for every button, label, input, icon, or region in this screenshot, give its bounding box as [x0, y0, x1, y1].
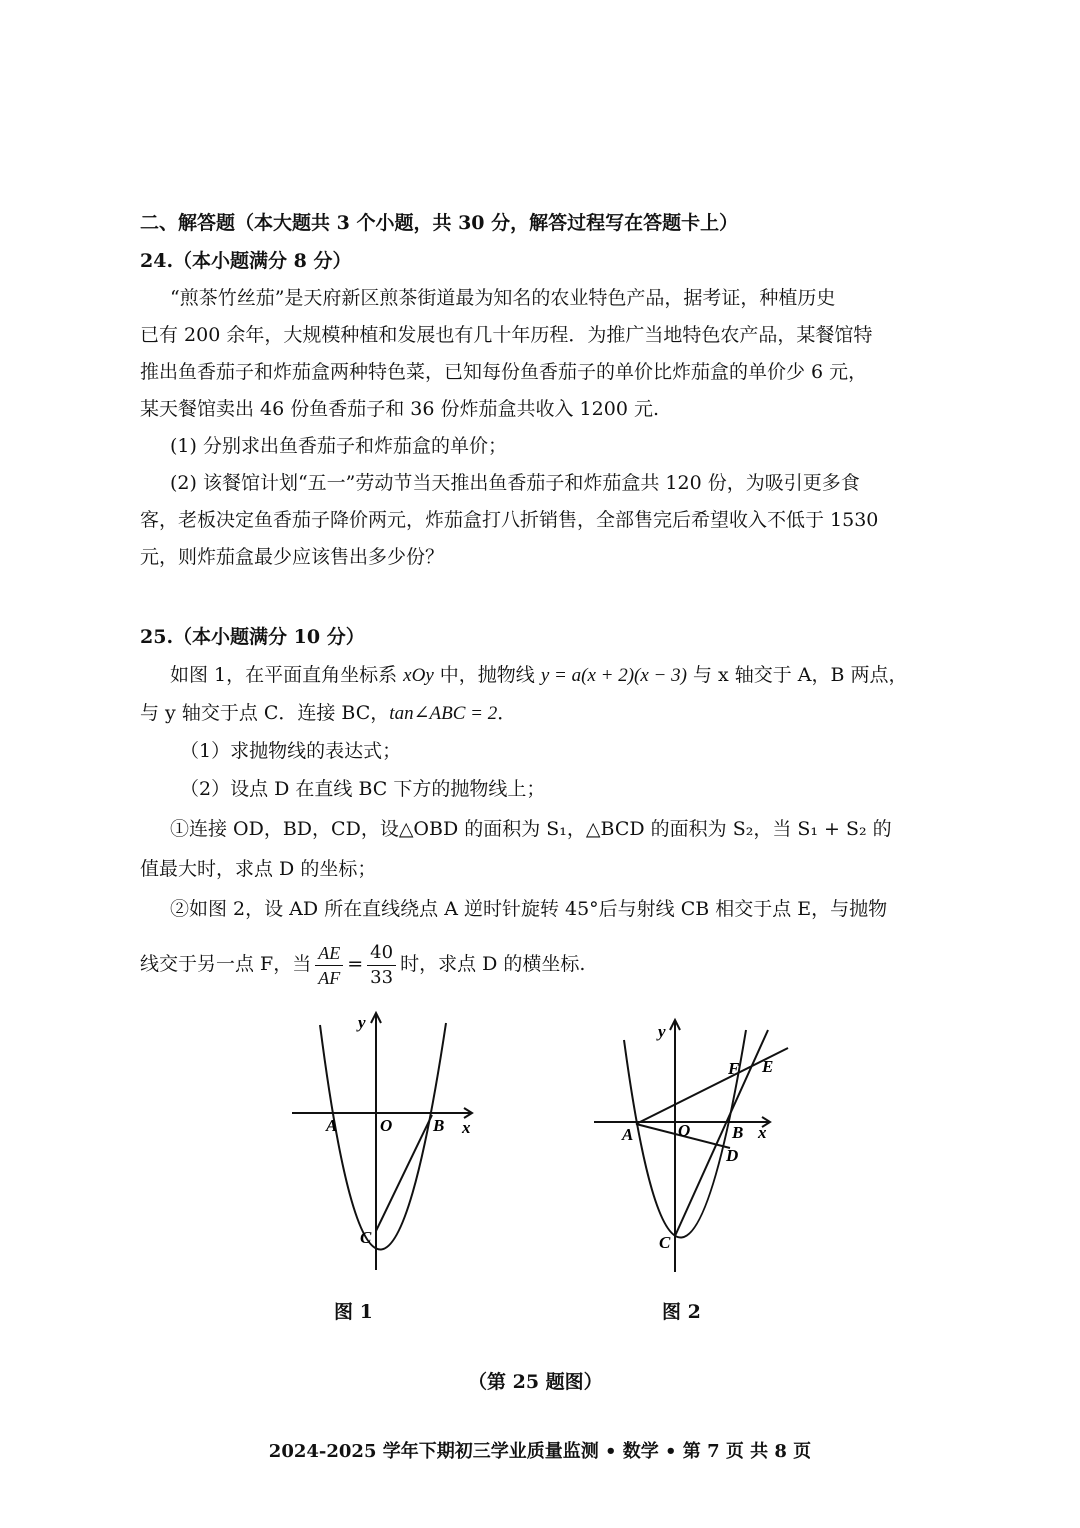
q25-sub2-text: 线交于另一点 F，当 — [140, 953, 312, 975]
section-heading: 二、解答题（本大题共 3 个小题，共 30 分，解答过程写在答题卡上） — [140, 212, 739, 234]
q25-sub2-text: 时，求点 D 的横坐标. — [400, 953, 586, 975]
label-c: C — [659, 1233, 671, 1252]
q25-intro-text: ． — [497, 702, 517, 724]
q25-header: 25.（本小题满分 10 分） — [140, 626, 365, 648]
label-x: x — [462, 1118, 471, 1137]
fraction-denominator: AF — [318, 967, 341, 988]
figure-2 — [580, 1010, 800, 1280]
equals-sign: = — [347, 953, 364, 975]
q24-para-line: 某天餐馆卖出 46 份鱼香茄子和 36 份炸茄盒共收入 1200 元. — [140, 398, 659, 420]
q25-tan-formula: tan∠ABC = 2 — [389, 703, 498, 724]
figure-2-caption: 图 2 — [662, 1301, 701, 1323]
label-d: D — [726, 1146, 739, 1165]
q25-sub2-line2 — [140, 942, 585, 988]
q25-sub1-line1: ①连接 OD，BD，CD，设△OBD 的面积为 S₁，△BCD 的面积为 S₂，当 S₁ + S₂ 的 — [170, 818, 892, 840]
figure-group-caption: （第 25 题图） — [468, 1371, 603, 1393]
label-y: y — [358, 1013, 366, 1032]
label-b: B — [732, 1123, 744, 1142]
q25-intro-text: 如图 1，在平面直角坐标系 — [170, 664, 404, 686]
q25-part1: （1）求抛物线的表达式； — [180, 740, 402, 762]
q25-coord-system: xOy — [403, 665, 434, 686]
q25-parabola-formula: y = a(x + 2)(x − 3) — [540, 665, 687, 686]
fraction-ae-af — [315, 943, 343, 988]
page-footer: 2024-2025 学年下期初三学业质量监测 • 数学 • 第 7 页 共 8 页 — [268, 1441, 812, 1462]
q25-intro-text: 与 x 轴交于 A，B 两点， — [686, 664, 908, 686]
fraction-numerator: 40 — [367, 943, 396, 966]
label-x: x — [758, 1123, 767, 1142]
fraction-40-33 — [367, 943, 396, 988]
label-a: A — [326, 1116, 338, 1135]
q25-intro-line1 — [170, 662, 908, 689]
fraction-numerator: AE — [315, 943, 343, 966]
q24-part2-line: 客，老板决定鱼香茄子降价两元，炸茄盒打八折销售，全部售完后希望收入不低于 1530 — [140, 509, 879, 531]
q25-sub1-line2: 值最大时，求点 D 的坐标； — [140, 858, 377, 880]
q25-part2: （2）设点 D 在直线 BC 下方的抛物线上； — [180, 778, 546, 800]
figure-1 — [280, 1005, 500, 1275]
label-y: y — [658, 1022, 666, 1041]
label-o: O — [678, 1121, 691, 1140]
q24-part2-line: 元，则炸茄盒最少应该售出多少份？ — [140, 546, 445, 568]
label-f: F — [728, 1059, 740, 1078]
q25-intro-text: 中，抛物线 — [433, 664, 541, 686]
label-e: E — [762, 1057, 774, 1076]
q24-para-line: “煎茶竹丝茄”是天府新区煎茶街道最为知名的农业特色产品，据考证，种植历史 — [170, 287, 836, 309]
fraction-denominator: 33 — [370, 966, 394, 988]
q24-para-line: 推出鱼香茄子和炸茄盒两种特色菜，已知每份鱼香茄子的单价比炸茄盒的单价少 6 元， — [140, 361, 868, 383]
q24-part1: (1) 分别求出鱼香茄子和炸茄盒的单价； — [170, 435, 507, 457]
q25-intro-line2 — [140, 700, 516, 727]
label-o: O — [380, 1116, 393, 1135]
label-b: B — [433, 1116, 445, 1135]
label-c: C — [360, 1228, 372, 1247]
figure-1-caption: 图 1 — [334, 1301, 373, 1323]
q24-part2-line: (2) 该餐馆计划“五一”劳动节当天推出鱼香茄子和炸茄盒共 120 份，为吸引更多食 — [170, 472, 860, 494]
q24-header: 24.（本小题满分 8 分） — [140, 250, 352, 272]
label-a: A — [622, 1125, 634, 1144]
q25-sub2-line1: ②如图 2，设 AD 所在直线绕点 A 逆时针旋转 45°后与射线 CB 相交于点 E，与抛物 — [170, 898, 888, 920]
q24-para-line: 已有 200 余年，大规模种植和发展也有几十年历程．为推广当地特色农产品，某餐馆特 — [140, 324, 873, 346]
q25-intro-text: 与 y 轴交于点 C．连接 BC， — [140, 702, 390, 724]
